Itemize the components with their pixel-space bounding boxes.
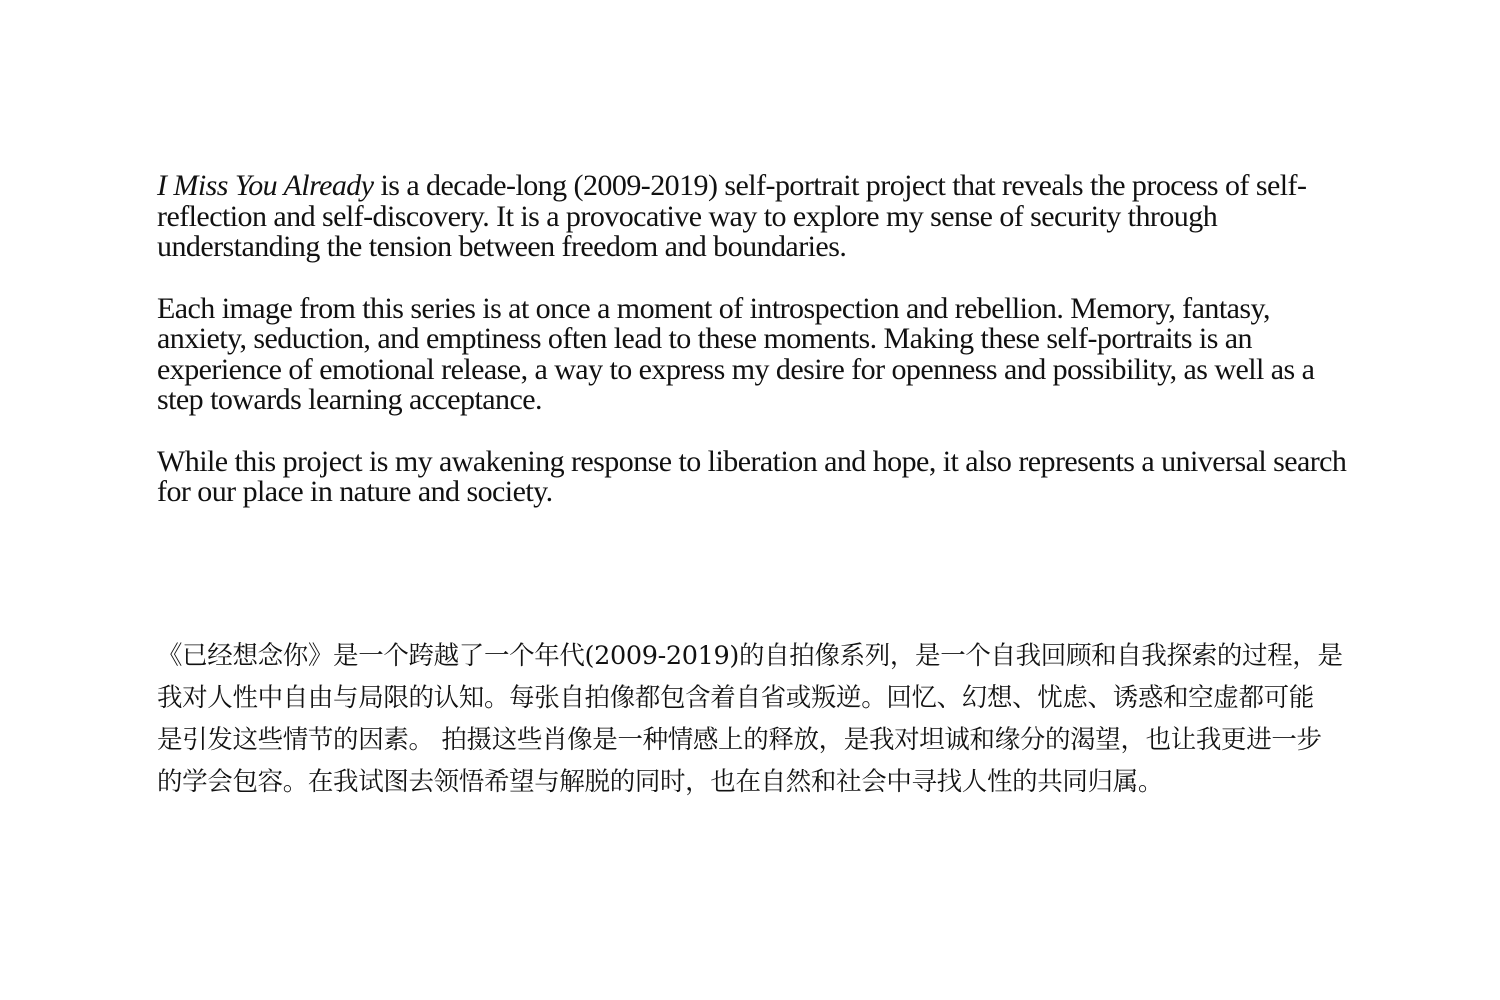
chinese-statement bbox=[157, 635, 1357, 803]
project-title: I Miss You Already bbox=[157, 169, 374, 202]
chinese-line-4: 的学会包容。在我试图去领悟希望与解脱的同时，也在自然和社会中寻找人性的共同归属。 bbox=[157, 767, 1164, 797]
english-paragraph-2: Each image from this series is at once a moment of introspection and rebellion. Memory, fantasy, anxiety, seduction, and emptiness often lead to these moments. Making these self-portraits is an experience of emotional release, a way to express my desire for openness and possibility, as well as a step towards learning acceptance. bbox=[157, 291, 1315, 416]
chinese-line-3: 是引发这些情节的因素。 拍摄这些肖像是一种情感上的释放，是我对坦诚和缘分的渴望，也让我更进一步 bbox=[157, 725, 1322, 755]
english-paragraph-1-text: is a decade-long (2009-2019) self-portrait project that reveals the process of self-reflection and self-discovery. It is a provocative way to explore my sense of security through understanding the tension between freedom and boundaries. bbox=[157, 169, 1307, 263]
english-paragraph-1 bbox=[157, 171, 1357, 263]
chinese-line-1: 《已经想念你》是一个跨越了一个年代(2009-2019)的自拍像系列，是一个自我回顾和自我探索的过程，是 bbox=[157, 641, 1343, 671]
english-paragraph-3: While this project is my awakening response to liberation and hope, it also represents a universal search for our place in nature and society. bbox=[157, 444, 1347, 508]
english-statement bbox=[157, 171, 1357, 539]
chinese-line-2: 我对人性中自由与局限的认知。每张自拍像都包含着自省或叛逆。回忆、幻想、忧虑、诱惑和空虚都可能 bbox=[157, 683, 1314, 713]
